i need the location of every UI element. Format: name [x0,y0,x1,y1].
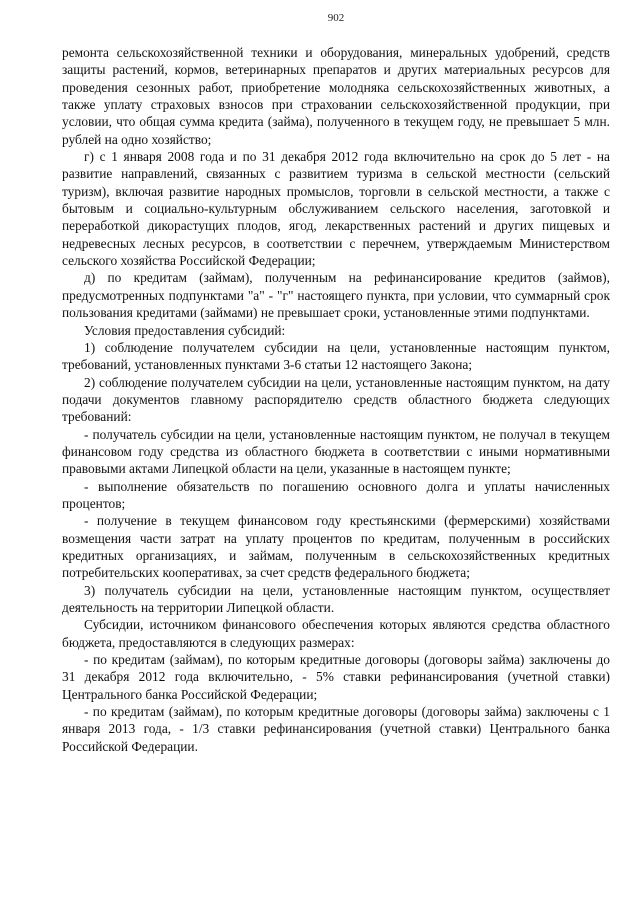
paragraph: д) по кредитам (займам), полученным на рефинансирование кредитов (займов), предусмотренных подпунктами "а" - "г" настоящего пункта, при условии, что суммарный срок пользования кредитами (займами) не превышает сроки, установленные этими подпунктами. [62,270,610,321]
paragraph: - получатель субсидии на цели, установленные настоящим пунктом, не получал в текущем финансовом году средства из областного бюджета в соответствии с иными нормативными правовыми актами Липецкой области на цели, указанные в настоящем пункте; [62,426,610,477]
paragraph: ремонта сельскохозяйственной техники и оборудования, минеральных удобрений, средств защиты растений, кормов, ветеринарных препаратов и других материальных ресурсов для проведения сезонных работ, приобретение молодняка сельскохозяйственных животных, а также уплату страховых взносов при страховании сельскохозяйственной продукции, при условии, что общая сумма кредита (займа), полученного в текущем году, не превышает 5 млн. рублей на одно хозяйство; [62,45,610,147]
paragraph: - по кредитам (займам), по которым кредитные договоры (договоры займа) заключены до 31 декабря 2012 года включительно, - 5% ставки рефинансирования (учетной ставки) Центрального банка Российской Федерации; [62,652,610,702]
paragraph: - выполнение обязательств по погашению основного долга и уплаты начисленных процентов; [62,478,610,511]
paragraph: 2) соблюдение получателем субсидии на цели, установленные настоящим пунктом, на дату подачи документов главному распорядителю средств областного бюджета следующих требований: [62,374,610,425]
page-number: 902 [327,12,345,24]
paragraph: Условия предоставления субсидий: [84,322,286,338]
document-body [62,44,610,755]
paragraph: Субсидии, источником финансового обеспечения которых являются средства областного бюджета, предоставляются в следующих размерах: [62,617,610,650]
paragraph: - по кредитам (займам), по которым кредитные договоры (договоры займа) заключены с 1 января 2013 года, - 1/3 ставки рефинансирования (учетной ставки) Центрального банка Российской Федерации. [62,704,610,754]
paragraph: г) с 1 января 2008 года и по 31 декабря 2012 года включительно на срок до 5 лет - на развитие направлений, связанных с развитием туризма в сельской местности (сельский туризм), включая развитие народных промыслов, торговли в сельской местности, а также с бытовым и социально-культурным обслуживанием сельского населения, заготовкой и переработкой дикорастущих плодов, ягод, лекарственных растений и других пищевых и недревесных лесных ресурсов, в соответствии с перечнем, утверждаемым Министерством сельского хозяйства Российской Федерации; [62,149,610,269]
paragraph: 1) соблюдение получателем субсидии на цели, установленные настоящим пунктом, требований, установленных пунктами 3-6 статьи 12 настоящего Закона; [62,339,610,373]
paragraph: - получение в текущем финансовом году крестьянскими (фермерскими) хозяйствами возмещения части затрат на уплату процентов по кредитам, полученным в российских кредитных организациях, и займам, полученным в сельскохозяйственных кредитных потребительских кооперативах, за счет средств федерального бюджета; [62,513,610,581]
paragraph: 3) получатель субсидии на цели, установленные настоящим пунктом, осуществляет деятельность на территории Липецкой области. [62,582,610,615]
